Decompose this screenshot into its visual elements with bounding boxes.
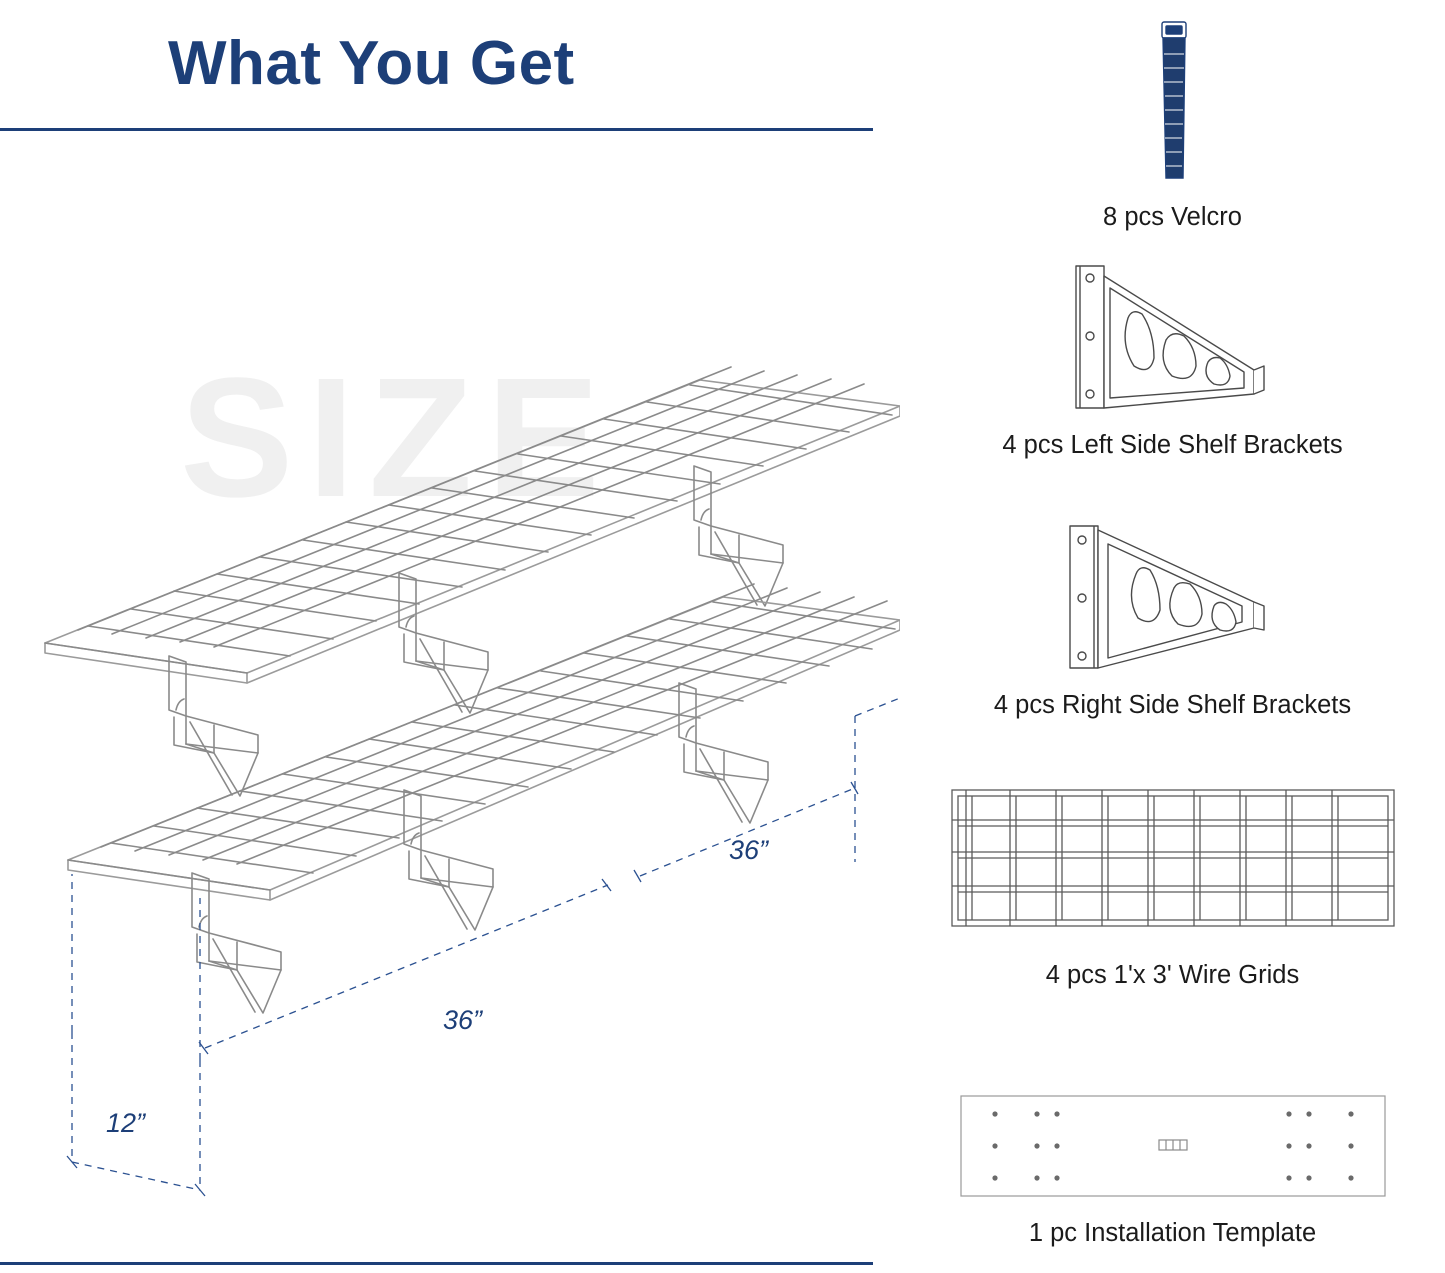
velcro-strap-icon [1113,10,1233,190]
part-item-wire-grid [900,778,1445,990]
installation-template-icon [953,1088,1393,1206]
shelf-line-art [0,150,900,1240]
shelf-size-illustration [0,150,900,1240]
part-label-left-bracket: 4 pcs Left Side Shelf Brackets [1002,431,1343,459]
right-shelf-bracket-icon [1058,518,1288,678]
part-label-install-template: 1 pc Installation Template [1028,1219,1317,1247]
part-label-velcro: 8 pcs Velcro [1103,203,1242,231]
part-item-left-bracket [900,258,1445,460]
left-shelf-bracket-icon [1058,258,1288,418]
part-item-install-template [900,1088,1445,1248]
footer-divider [0,1262,873,1265]
parts-list [900,0,1445,1273]
dimension-depth: 12” [106,1108,146,1138]
size-watermark: SIZE [180,343,614,533]
install-template-art [900,1088,1445,1211]
title-divider [0,128,873,131]
left-bracket-art [900,258,1445,423]
part-item-velcro [900,10,1445,232]
velcro-art [900,10,1445,195]
dimension-length-bottom: 36” [443,1005,483,1035]
wire-grid-icon [938,778,1408,948]
dimension-length-top: 36” [729,835,769,865]
part-label-wire-grid: 4 pcs 1'x 3' Wire Grids [1045,961,1300,989]
page-title: What You Get [168,29,575,98]
part-label-right-bracket: 4 pcs Right Side Shelf Brackets [993,691,1352,719]
part-item-right-bracket [900,518,1445,720]
wire-grid-art [900,778,1445,953]
right-bracket-art [900,518,1445,683]
